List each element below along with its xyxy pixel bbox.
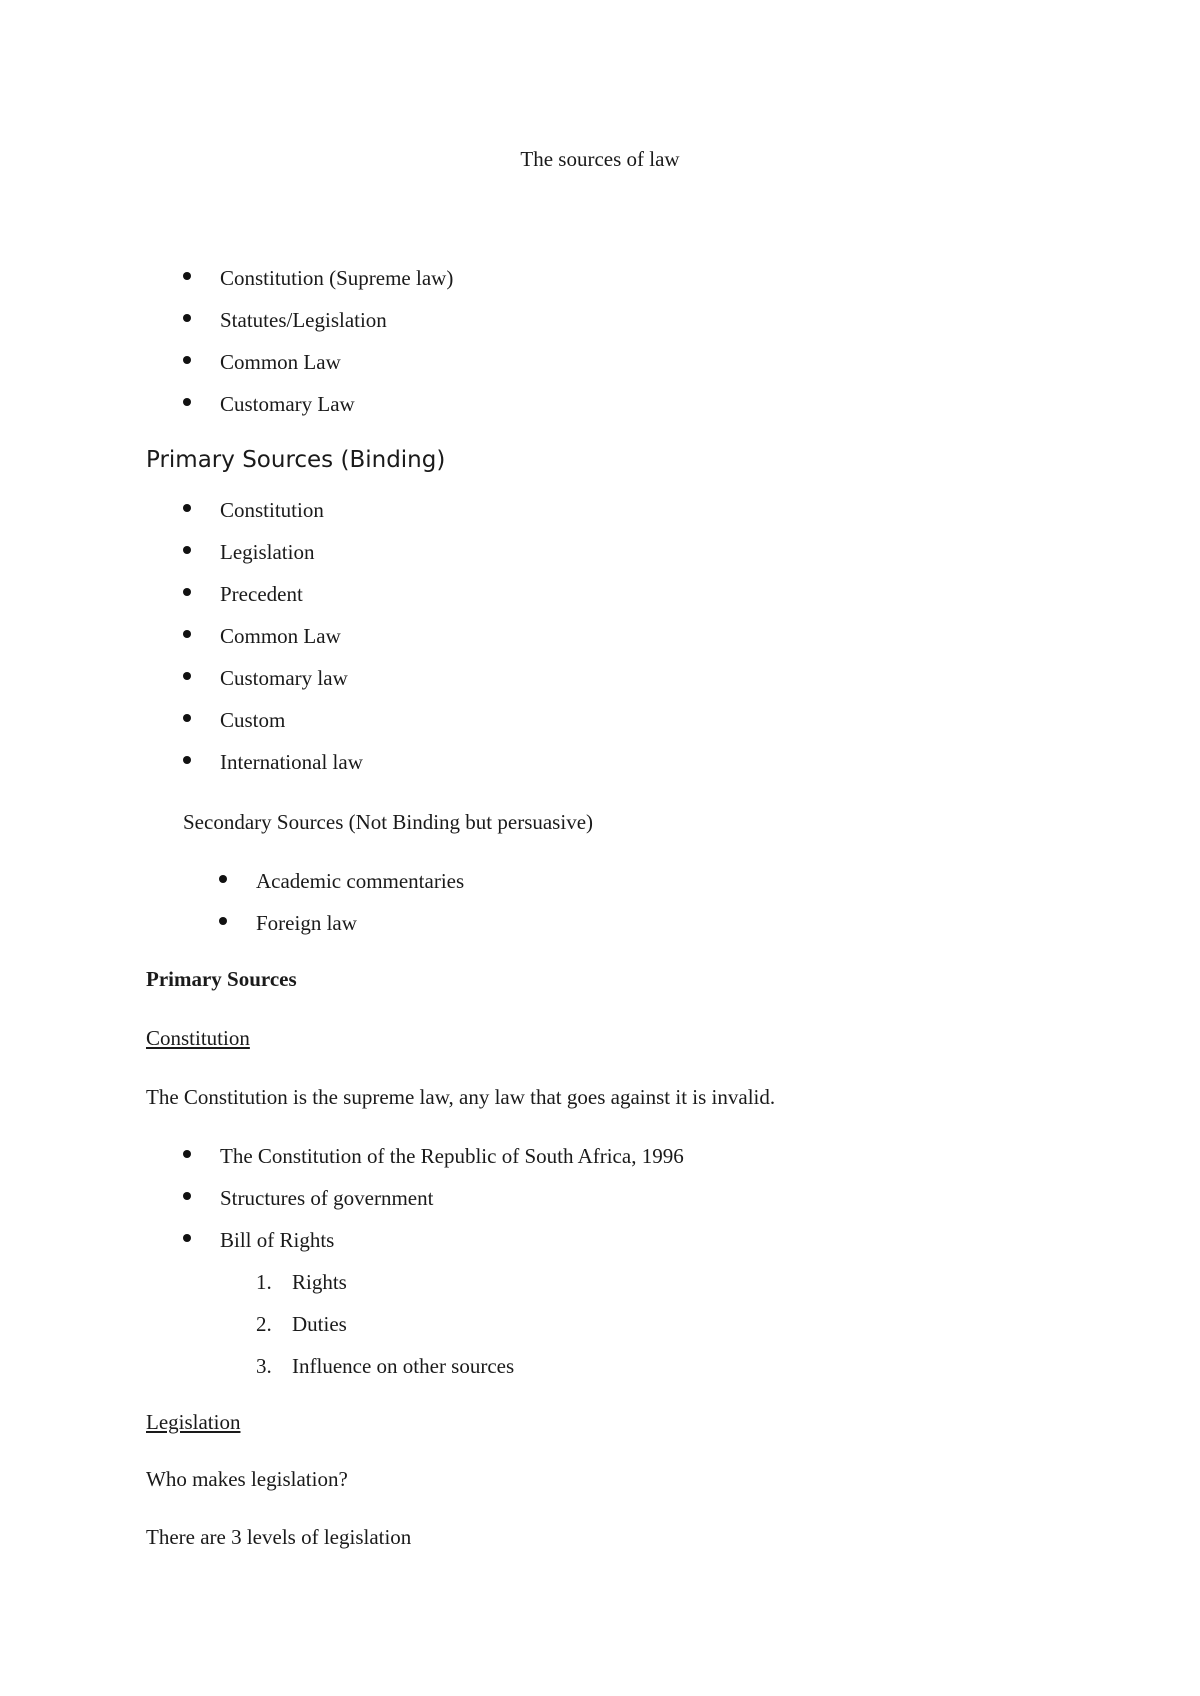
item-text: Rights xyxy=(292,1270,347,1294)
list-item-text: International law xyxy=(220,750,363,774)
list-item-text: Customary Law xyxy=(220,392,355,416)
bullet-icon xyxy=(183,504,191,512)
numbered-item xyxy=(256,1311,514,1353)
legislation-levels: There are 3 levels of legislation xyxy=(146,1525,412,1549)
bullet-icon xyxy=(183,588,191,596)
primary-binding-list xyxy=(183,497,363,791)
list-item xyxy=(183,623,363,665)
primary-binding-heading: Primary Sources (Binding) xyxy=(146,447,446,473)
list-item-text: Common Law xyxy=(220,624,341,648)
list-item xyxy=(183,707,363,749)
bullet-icon xyxy=(183,756,191,764)
list-item-text: Constitution (Supreme law) xyxy=(220,266,454,290)
constitution-heading: Constitution xyxy=(146,1026,250,1050)
list-item-text: Academic commentaries xyxy=(256,869,465,893)
bullet-icon xyxy=(219,917,227,925)
list-item xyxy=(183,1185,684,1227)
item-number: 3. xyxy=(256,1354,272,1378)
numbered-item xyxy=(256,1353,514,1395)
list-item-text: Structures of government xyxy=(220,1186,434,1210)
list-item xyxy=(183,749,363,791)
primary-sources-heading: Primary Sources xyxy=(146,967,297,991)
bullet-icon xyxy=(183,1234,191,1242)
list-item-text: Legislation xyxy=(220,540,315,564)
legislation-heading: Legislation xyxy=(146,1410,241,1434)
bullet-icon xyxy=(183,272,191,280)
constitution-text: The Constitution is the supreme law, any law that goes against it is invalid. xyxy=(146,1085,776,1109)
list-item xyxy=(183,265,453,307)
numbered-item xyxy=(256,1269,514,1311)
list-item-text: Common Law xyxy=(220,350,341,374)
item-number: 2. xyxy=(256,1312,272,1336)
list-item xyxy=(183,1227,684,1269)
bullet-icon xyxy=(183,1150,191,1158)
secondary-list xyxy=(219,868,464,952)
list-item xyxy=(183,665,363,707)
list-item-text: Foreign law xyxy=(256,911,357,935)
list-item-text: Precedent xyxy=(220,582,303,606)
list-item xyxy=(183,1143,684,1185)
list-item xyxy=(183,539,363,581)
list-item-text: Customary law xyxy=(220,666,348,690)
bullet-icon xyxy=(183,356,191,364)
bullet-icon xyxy=(183,314,191,322)
list-item xyxy=(183,307,453,349)
overview-list xyxy=(183,265,453,433)
list-item-text: Statutes/Legislation xyxy=(220,308,387,332)
constitution-list xyxy=(183,1143,684,1269)
bullet-icon xyxy=(183,1192,191,1200)
list-item-text: Constitution xyxy=(220,498,324,522)
document-title: The sources of law xyxy=(520,147,680,171)
bullet-icon xyxy=(219,875,227,883)
bullet-icon xyxy=(183,714,191,722)
bullet-icon xyxy=(183,546,191,554)
list-item-text: The Constitution of the Republic of South Africa, 1996 xyxy=(220,1144,684,1168)
list-item xyxy=(219,910,464,952)
legislation-question: Who makes legislation? xyxy=(146,1467,348,1491)
bullet-icon xyxy=(183,398,191,406)
list-item-text: Custom xyxy=(220,708,286,732)
list-item xyxy=(183,581,363,623)
bullet-icon xyxy=(183,672,191,680)
bullet-icon xyxy=(183,630,191,638)
list-item xyxy=(183,497,363,539)
item-text: Influence on other sources xyxy=(292,1354,515,1378)
item-number: 1. xyxy=(256,1270,272,1294)
list-item-text: Bill of Rights xyxy=(220,1228,335,1252)
list-item xyxy=(183,349,453,391)
bill-of-rights-list xyxy=(256,1269,514,1395)
item-text: Duties xyxy=(292,1312,347,1336)
secondary-heading: Secondary Sources (Not Binding but persuasive) xyxy=(183,810,594,834)
list-item xyxy=(183,391,453,433)
list-item xyxy=(219,868,464,910)
